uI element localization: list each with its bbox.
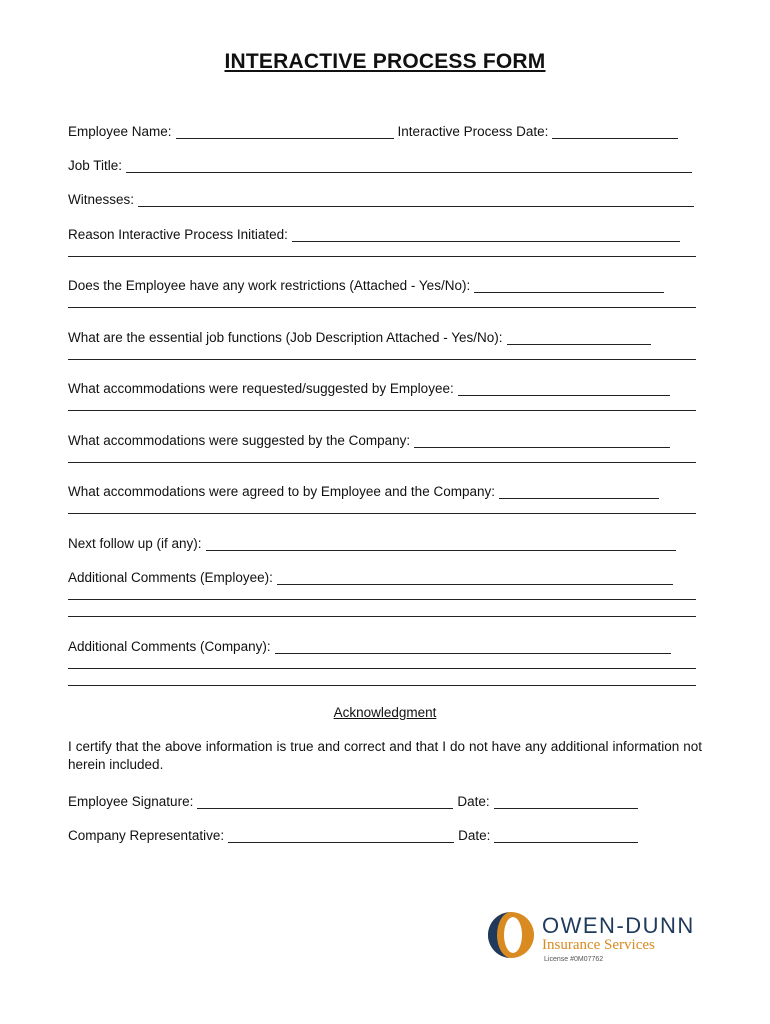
accom-agreed-field[interactable]: [499, 485, 659, 499]
witnesses-row: [68, 189, 694, 207]
essential-functions-label: What are the essential job functions (Job Description Attached - Yes/No):: [68, 330, 503, 345]
acknowledgment-heading: Acknowledgment: [333, 705, 437, 720]
accom-requested-field[interactable]: [458, 382, 670, 396]
owen-dunn-logo-icon: [486, 909, 536, 961]
logo-name: OWEN-DUNN: [542, 913, 695, 938]
company-rep-date-field[interactable]: [494, 829, 638, 843]
reason-label: Reason Interactive Process Initiated:: [68, 227, 288, 242]
job-title-field[interactable]: [126, 159, 692, 173]
accom-requested-label: What accommodations were requested/suggested by Employee:: [68, 381, 454, 396]
company-rep-label: Company Representative:: [68, 828, 225, 843]
form-title: INTERACTIVE PROCESS FORM: [224, 50, 546, 73]
employee-signature-field[interactable]: [197, 795, 453, 809]
reason-field-line-2[interactable]: [68, 256, 696, 257]
job-title-row: [68, 155, 692, 173]
process-date-field[interactable]: [552, 125, 678, 139]
company-rep-row: [68, 825, 638, 843]
witnesses-field[interactable]: [138, 193, 694, 207]
employee-name-label: Employee Name:: [68, 124, 172, 139]
comments-company-field-line-2[interactable]: [68, 668, 696, 669]
comments-employee-field-line-3[interactable]: [68, 616, 696, 617]
accom-company-label: What accommodations were suggested by the Company:: [68, 433, 411, 448]
logo-subtitle: Insurance Services: [542, 937, 655, 953]
accom-requested-field-line-2[interactable]: [68, 410, 696, 411]
comments-employee-label: Additional Comments (Employee):: [68, 570, 273, 585]
accom-company-row: [68, 430, 670, 448]
employee-name-row: [68, 121, 678, 139]
reason-row: [68, 224, 680, 242]
accom-company-field[interactable]: [414, 434, 670, 448]
company-logo: [486, 905, 716, 975]
company-rep-date-label: Date:: [458, 828, 491, 843]
follow-up-row: [68, 533, 676, 551]
process-date-label: Interactive Process Date:: [397, 124, 549, 139]
employee-name-field[interactable]: [176, 125, 394, 139]
essential-functions-field-line-2[interactable]: [68, 359, 696, 360]
logo-license: License #0M07762: [544, 956, 604, 963]
comments-employee-row: [68, 567, 673, 585]
restrictions-label: Does the Employee have any work restrictions (Attached - Yes/No):: [68, 278, 471, 293]
employee-date-label: Date:: [457, 794, 490, 809]
accom-agreed-label: What accommodations were agreed to by Employee and the Company:: [68, 484, 495, 499]
comments-employee-field[interactable]: [277, 571, 673, 585]
essential-functions-field[interactable]: [507, 331, 651, 345]
comments-employee-field-line-2[interactable]: [68, 599, 696, 600]
employee-date-field[interactable]: [494, 795, 638, 809]
employee-signature-label: Employee Signature:: [68, 794, 194, 809]
employee-signature-row: [68, 791, 638, 809]
comments-company-field-line-3[interactable]: [68, 685, 696, 686]
job-title-label: Job Title:: [68, 158, 123, 173]
reason-field[interactable]: [292, 228, 680, 242]
witnesses-label: Witnesses:: [68, 192, 135, 207]
comments-company-field[interactable]: [275, 640, 671, 654]
accom-requested-row: [68, 378, 670, 396]
comments-company-row: [68, 636, 671, 654]
accom-company-field-line-2[interactable]: [68, 462, 696, 463]
certification-text: I certify that the above information is true and correct and that I do not have any additional information not herein included.: [68, 739, 702, 772]
essential-functions-row: [68, 327, 651, 345]
company-rep-field[interactable]: [228, 829, 454, 843]
accom-agreed-field-line-2[interactable]: [68, 513, 696, 514]
restrictions-field-line-2[interactable]: [68, 307, 696, 308]
follow-up-label: Next follow up (if any):: [68, 536, 202, 551]
restrictions-field[interactable]: [474, 279, 664, 293]
comments-company-label: Additional Comments (Company):: [68, 639, 271, 654]
accom-agreed-row: [68, 481, 659, 499]
follow-up-field[interactable]: [206, 537, 676, 551]
restrictions-row: [68, 275, 664, 293]
